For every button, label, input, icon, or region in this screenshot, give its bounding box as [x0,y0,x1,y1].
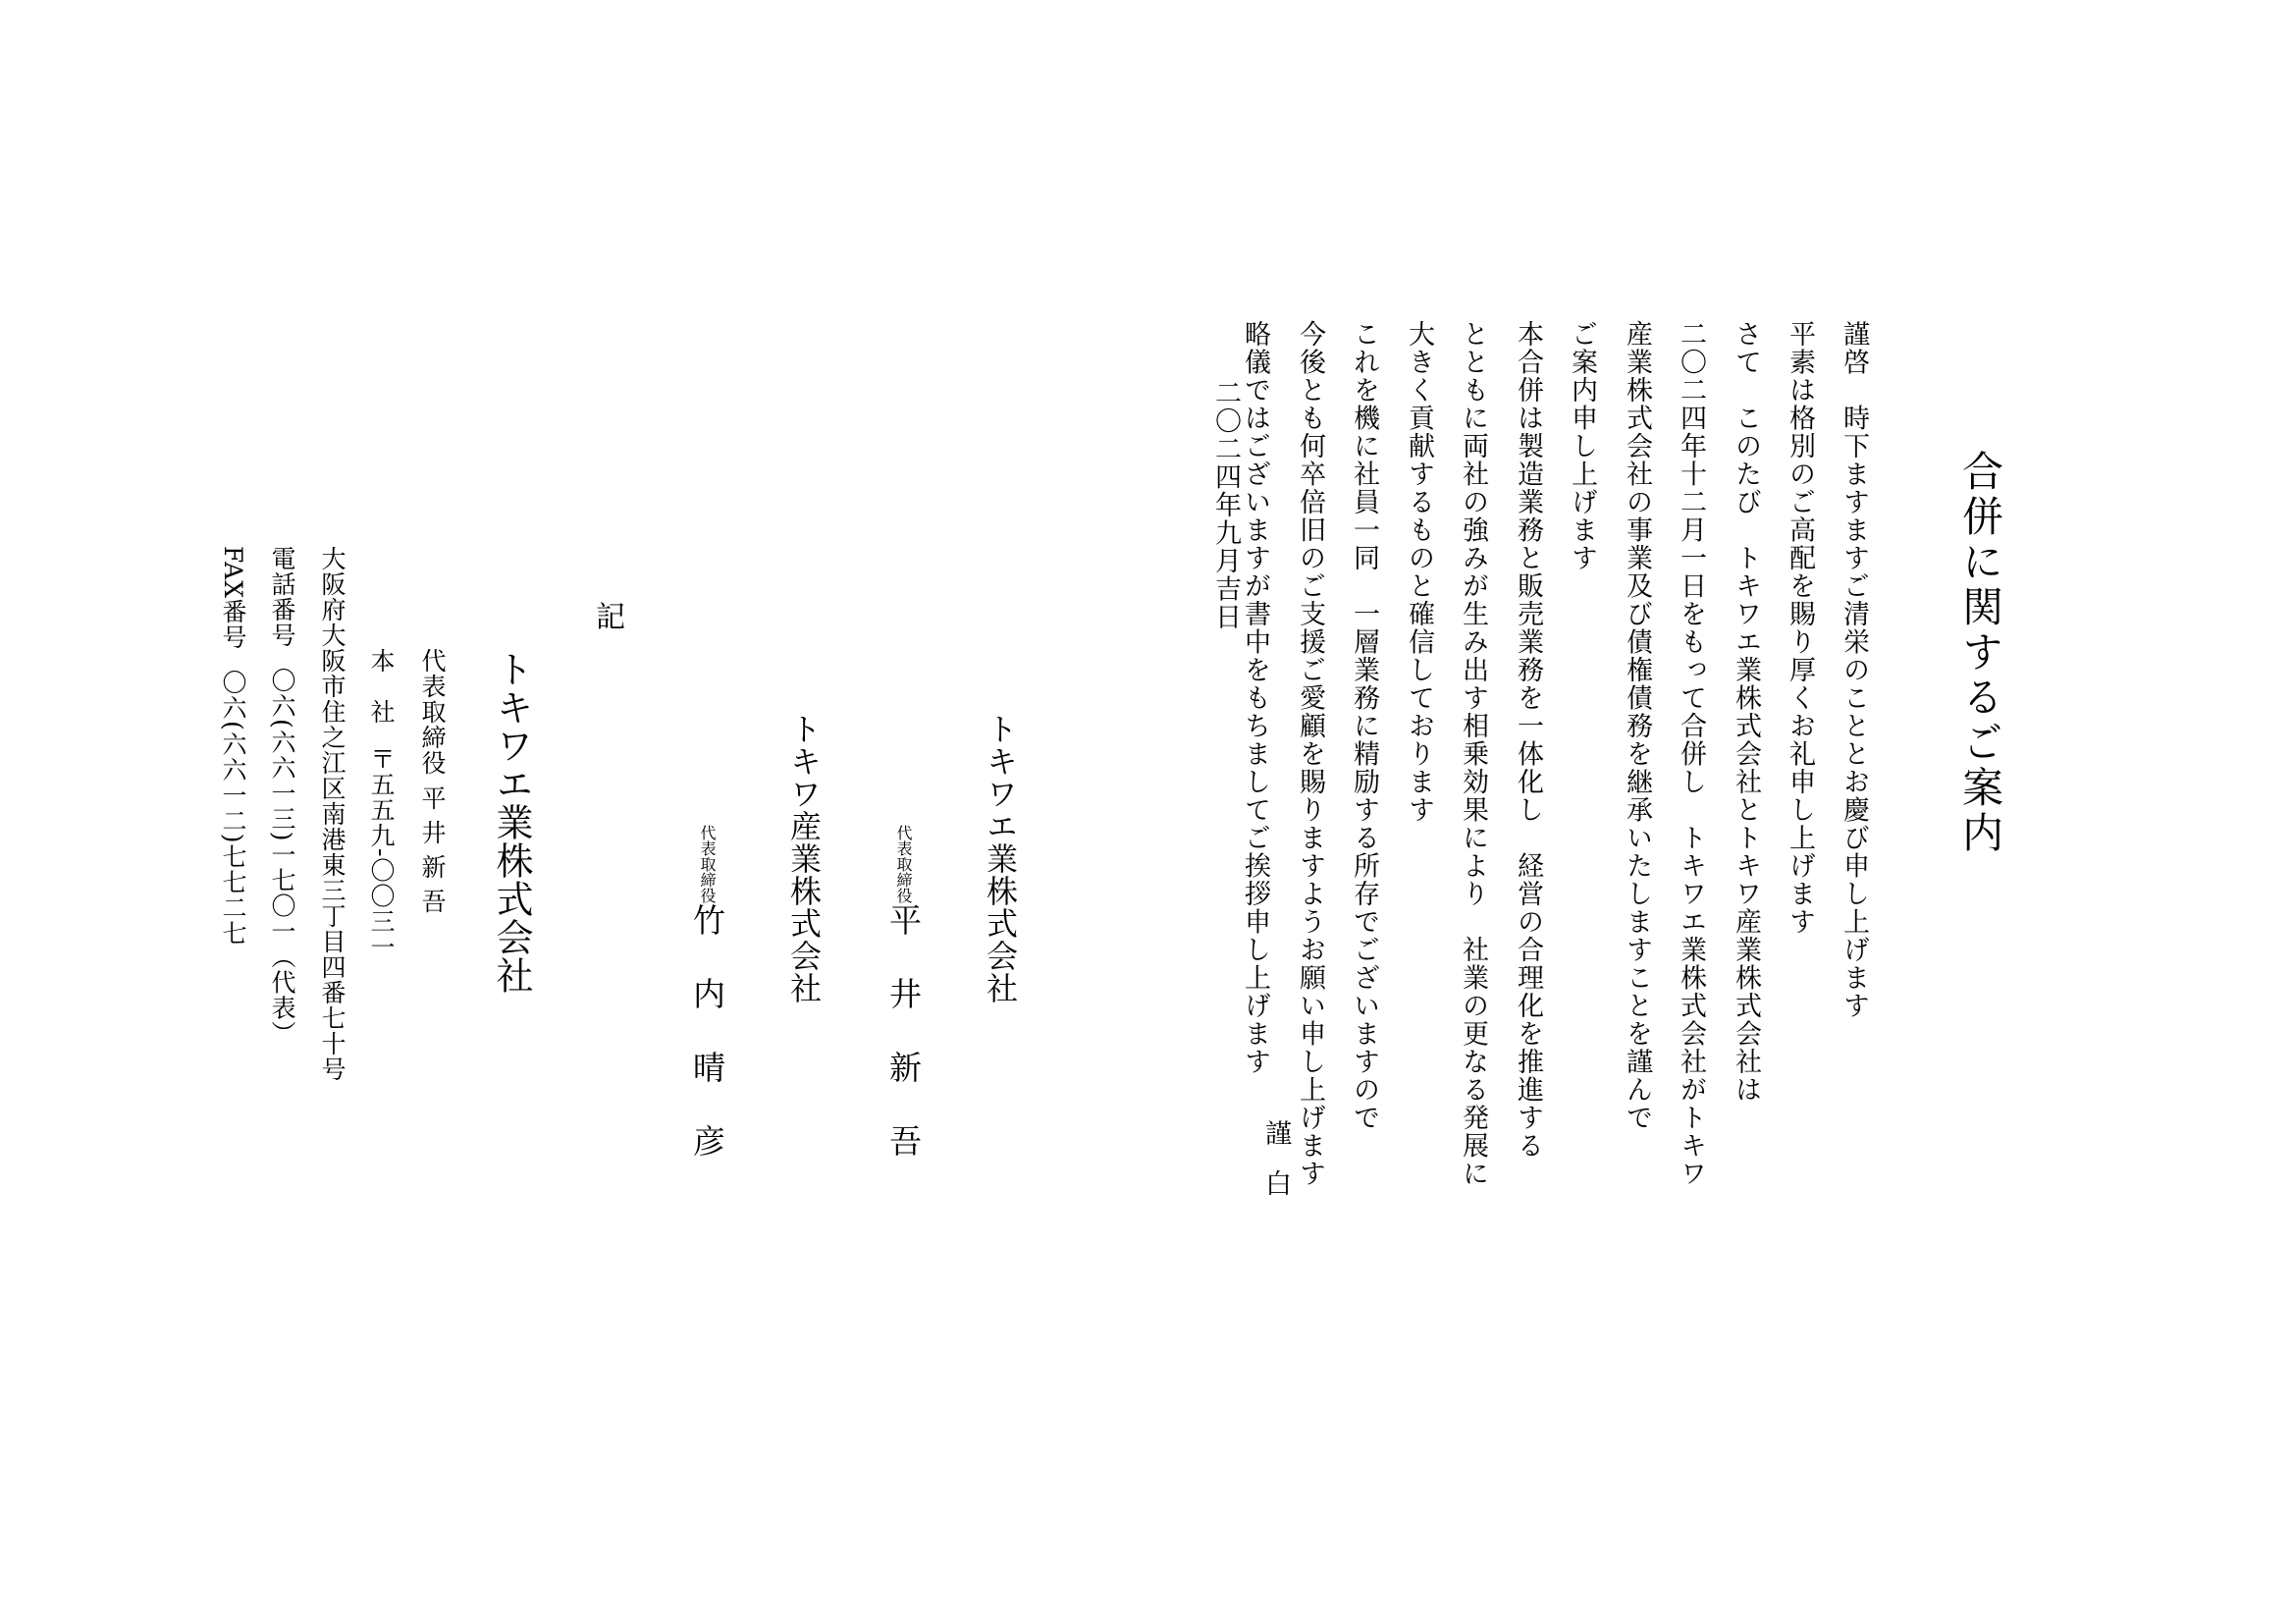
letter-date: 二〇二四年九月吉日 [1210,379,1241,631]
body-line-8: とともに両社の強みが生み出す相乗効果により 社業の更なる発展に [1458,320,1488,1188]
signatory-2-title: 代表取締役 [698,825,717,903]
details-hq [369,648,394,959]
details-tel-label: 電話番号 [268,546,296,648]
details-company: トキワエ業株式会社 [490,650,533,995]
details-fax-value: 〇六(六六一二)七七二七 [219,670,247,947]
signatory-1-rep [884,825,923,1198]
signatory-1-name: 平井新吾 [884,903,923,1198]
body-line-6: ご案内申し上げます [1567,320,1597,572]
details-hq-label: 本 社 [367,648,396,725]
body-line-9: 大きく貢献するものと確信しております [1404,320,1434,824]
signatory-1-title: 代表取締役 [894,825,913,903]
signatory-2-rep [688,825,726,1198]
details-fax [221,546,245,947]
body-line-4: 二〇二四年十二月一日をもって合併し トキワエ業株式会社がトキワ [1676,320,1706,1188]
signatory-2-name: 竹内晴彦 [688,903,726,1198]
details-representative [420,648,445,914]
page-title: 合併に関するご案内 [1956,450,2004,856]
details-postal: 〒五五九-〇〇三一 [367,746,396,960]
body-line-5: 産業株式会社の事業及び債権債務を継承いたしますことを謹んで [1622,320,1652,1132]
details-tel [270,546,294,1047]
signatory-2-company: トキワ産業株式会社 [785,713,823,1004]
details-fax-label: FAX番号 [219,546,247,651]
body-line-1: 謹啓 時下ますますご清栄のこととお慶び申し上げます [1839,320,1869,1020]
signatory-1-company: トキワエ業株式会社 [982,713,1019,1004]
body-line-7: 本合併は製造業務と販売業務を一体化し 経営の合理化を推進する [1513,320,1543,1160]
details-address: 大阪府大阪市住之江区南港東三丁目四番七十号 [318,546,347,1082]
ki-marker: 記 [590,601,624,630]
body-line-2: 平素は格別のご高配を賜り厚くお礼申し上げます [1785,320,1815,936]
body-line-10: これを機に社員一同 一層業務に精励する所存でございますので [1349,320,1379,1132]
details-rep-name: 平 井 新 吾 [418,785,447,914]
body-line-12: 略儀ではございますが書中をもちましてご挨拶申し上げます [1240,320,1270,1076]
details-tel-value: 〇六(六六一三)一七〇一（代表） [268,668,296,1047]
details-rep-label: 代表取締役 [418,648,447,776]
closing-kinpaku: 謹白 [1260,1119,1291,1219]
body-line-11: 今後とも何卒倍旧のご支援ご愛顧を賜りますようお願い申し上げます [1295,320,1325,1188]
body-line-3: さて このたび トキワエ業株式会社とトキワ産業株式会社は [1731,320,1761,1104]
